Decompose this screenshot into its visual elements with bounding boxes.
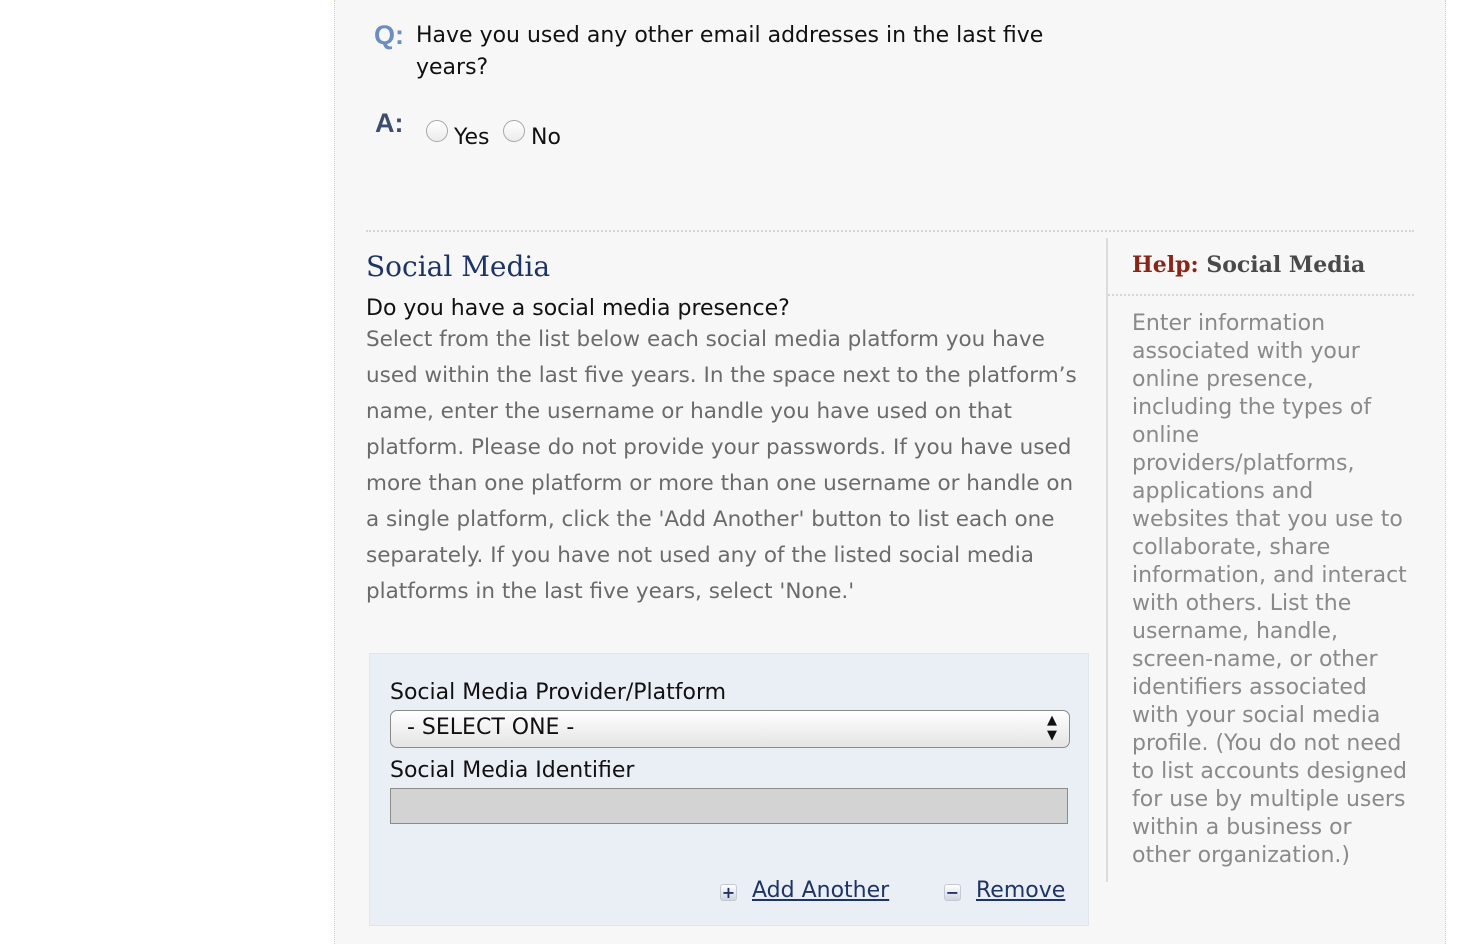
answer-marker: A: — [375, 108, 404, 138]
minus-icon[interactable]: − — [945, 883, 960, 902]
radio-no-label[interactable]: No — [531, 125, 561, 150]
identifier-label: Social Media Identifier — [390, 758, 635, 783]
question-marker: Q: — [374, 20, 404, 50]
select-arrows-icon: ▲ ▼ — [1047, 713, 1057, 743]
section-title: Social Media — [366, 250, 551, 283]
add-another-link[interactable]: Add Another — [752, 878, 890, 903]
help-title — [1132, 252, 1365, 278]
radio-no[interactable] — [503, 120, 525, 142]
remove-link[interactable]: Remove — [976, 878, 1066, 903]
plus-icon[interactable]: + — [721, 883, 736, 902]
section-description: Select from the list below each social media platform you have used within the last five years. In the space next to the platform’s name, enter the username or handle you have used on that platform. Please do not provide your passwords. If you have used more than one platform or more than one username or handle on a single platform, click the 'Add Another' button to list each one separately. If you have not used any of the listed social media platforms in the last five years, select 'None.' — [366, 327, 1077, 604]
help-prefix: Help: — [1132, 252, 1199, 278]
radio-yes[interactable] — [426, 120, 448, 142]
identifier-input[interactable] — [390, 788, 1068, 824]
provider-select[interactable] — [390, 710, 1070, 748]
section-question: Do you have a social media presence? — [366, 296, 790, 321]
provider-label: Social Media Provider/Platform — [390, 680, 727, 705]
section-divider — [366, 230, 1414, 232]
question-text: Have you used any other email addresses in the last five years? — [416, 23, 1044, 80]
radio-yes-label[interactable]: Yes — [454, 125, 490, 150]
help-title-text: Social Media — [1206, 252, 1366, 278]
help-text: Enter information associated with your online presence, including the types of online providers/platforms, applications and websites that you use to collaborate, share information, and interact with others. List the username, handle, screen-name, or other identifiers associated with your social media profile. (You do not need to list accounts designed for use by multiple users within a business or other organization.) — [1132, 311, 1407, 868]
help-divider-vertical — [1106, 238, 1108, 882]
provider-select-value: - SELECT ONE - — [407, 715, 575, 740]
help-divider-horizontal — [1108, 294, 1414, 296]
